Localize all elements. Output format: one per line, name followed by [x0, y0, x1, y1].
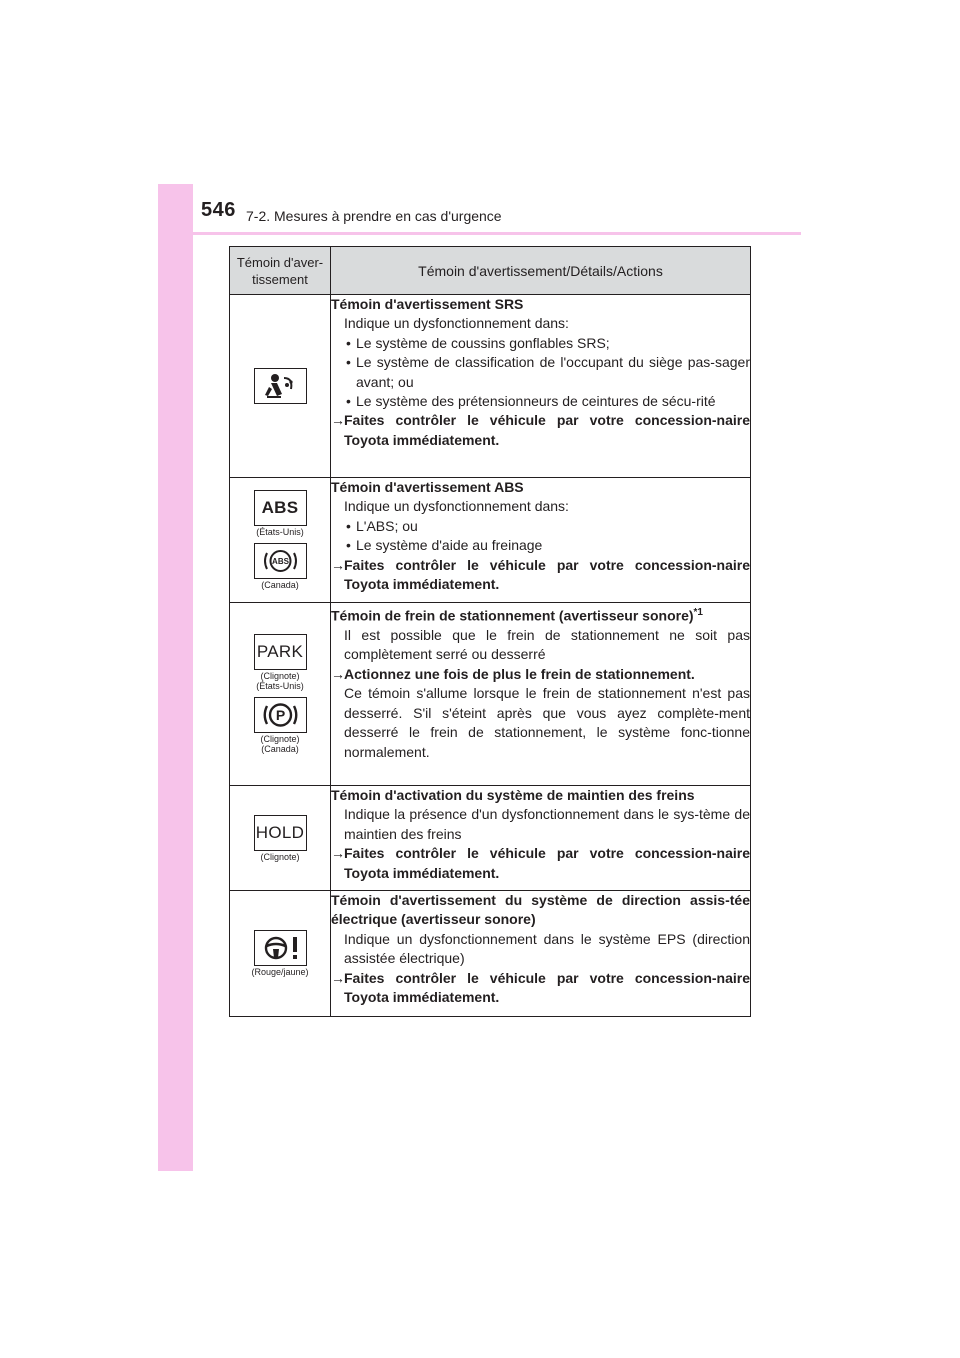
airbag-warning-icon: [254, 368, 307, 404]
arrow-icon: →: [331, 665, 345, 682]
list-item: • Le système de classification de l'occupant du siège pas-sager avant; ou: [346, 354, 750, 390]
abs-text-icon: ABS: [254, 490, 307, 526]
chapter-side-tab: [158, 184, 193, 1171]
row-action: → Faites contrôler le véhicule par votre concession-naire Toyota immédiatement.: [331, 845, 750, 881]
warning-lights-table: [229, 246, 751, 1017]
icon-caption: (États-Unis): [256, 527, 304, 537]
row-intro: Indique un dysfonctionnement dans le système EPS (direction assistée électrique): [344, 930, 750, 967]
row-intro: Indique la présence d'un dysfonctionnement dans le sys-tème de maintien des freins: [344, 806, 750, 842]
page-number: 546: [201, 199, 236, 221]
section-title: 7-2. Mesures à prendre en cas d'urgence: [246, 208, 502, 224]
row-intro: Indique un dysfonctionnement dans:: [344, 498, 569, 515]
row-title: Témoin d'avertissement du système de direction assis-tée électrique (avertisseur sonore): [331, 892, 750, 928]
parking-brake-circle-icon: [254, 697, 307, 733]
icon-caption: (Clignote): [260, 851, 300, 862]
col-text-header: Témoin d'avertissement/Détails/Actions: [331, 247, 751, 295]
row-title: Témoin d'avertissement ABS: [331, 479, 524, 495]
icon-caption: (Canada): [261, 580, 299, 590]
row-action: → Faites contrôler le véhicule par votre concession-naire Toyota immédiatement.: [331, 556, 750, 593]
icon-caption: (Rouge/jaune): [251, 967, 309, 977]
table-header-row: [230, 247, 751, 295]
footnote-marker: *1: [693, 607, 703, 618]
row-intro: Indique un dysfonctionnement dans:: [344, 315, 569, 332]
row-action: → Faites contrôler le véhicule par votre concession-naire Toyota immédiatement.: [331, 412, 750, 448]
svg-text:P: P: [275, 707, 285, 723]
icon-caption: (Clignote): [260, 734, 300, 744]
list-item: • Le système de coussins gonflables SRS;: [346, 334, 610, 351]
row-action: → Actionnez une fois de plus le frein de stationnement.: [331, 665, 750, 684]
list-item: • Le système des prétensionneurs de ceintures de sécu-rité: [346, 393, 716, 410]
row-action: → Faites contrôler le véhicule par votre concession-naire Toyota immédiatement.: [331, 969, 750, 1006]
table-row: [230, 786, 751, 891]
row-title: Témoin d'avertissement SRS: [331, 296, 524, 312]
list-item: • Le système d'aide au freinage: [346, 537, 543, 554]
park-text-icon: PARK: [254, 634, 307, 670]
steering-warning-icon: [254, 930, 307, 966]
table-row: [230, 295, 751, 478]
arrow-icon: →: [331, 845, 345, 862]
arrow-icon: →: [331, 412, 345, 429]
col-icon-header: Témoin d'aver-tissement: [230, 247, 331, 295]
header-rule: [193, 232, 801, 235]
row-title: Témoin de frein de stationnement (avertisseur sonore)$^{*1}$: [331, 607, 703, 624]
icon-caption: (États-Unis): [256, 681, 304, 691]
table-row: [230, 891, 751, 1017]
hold-text-icon: HOLD: [254, 815, 307, 851]
arrow-icon: →: [331, 969, 345, 986]
row-note: Ce témoin s'allume lorsque le frein de stationnement n'est pas desserré. S'il s'éteint après que vous ayez complète-ment desserré le frein de stationnement, le système fonc-tionne normalement.: [344, 685, 750, 760]
row-intro: Il est possible que le frein de stationnement ne soit pas complètement serré ou desserré: [344, 627, 750, 663]
row-title: Témoin d'activation du système de maintien des freins: [331, 787, 695, 803]
svg-text:ABS: ABS: [271, 557, 289, 566]
table-row: [230, 603, 751, 786]
abs-circle-icon: [254, 543, 307, 579]
icon-caption: (Clignote): [260, 671, 300, 681]
table-row: [230, 478, 751, 603]
list-item: • L'ABS; ou: [346, 517, 418, 534]
arrow-icon: →: [331, 556, 345, 573]
icon-caption: (Canada): [261, 744, 299, 754]
